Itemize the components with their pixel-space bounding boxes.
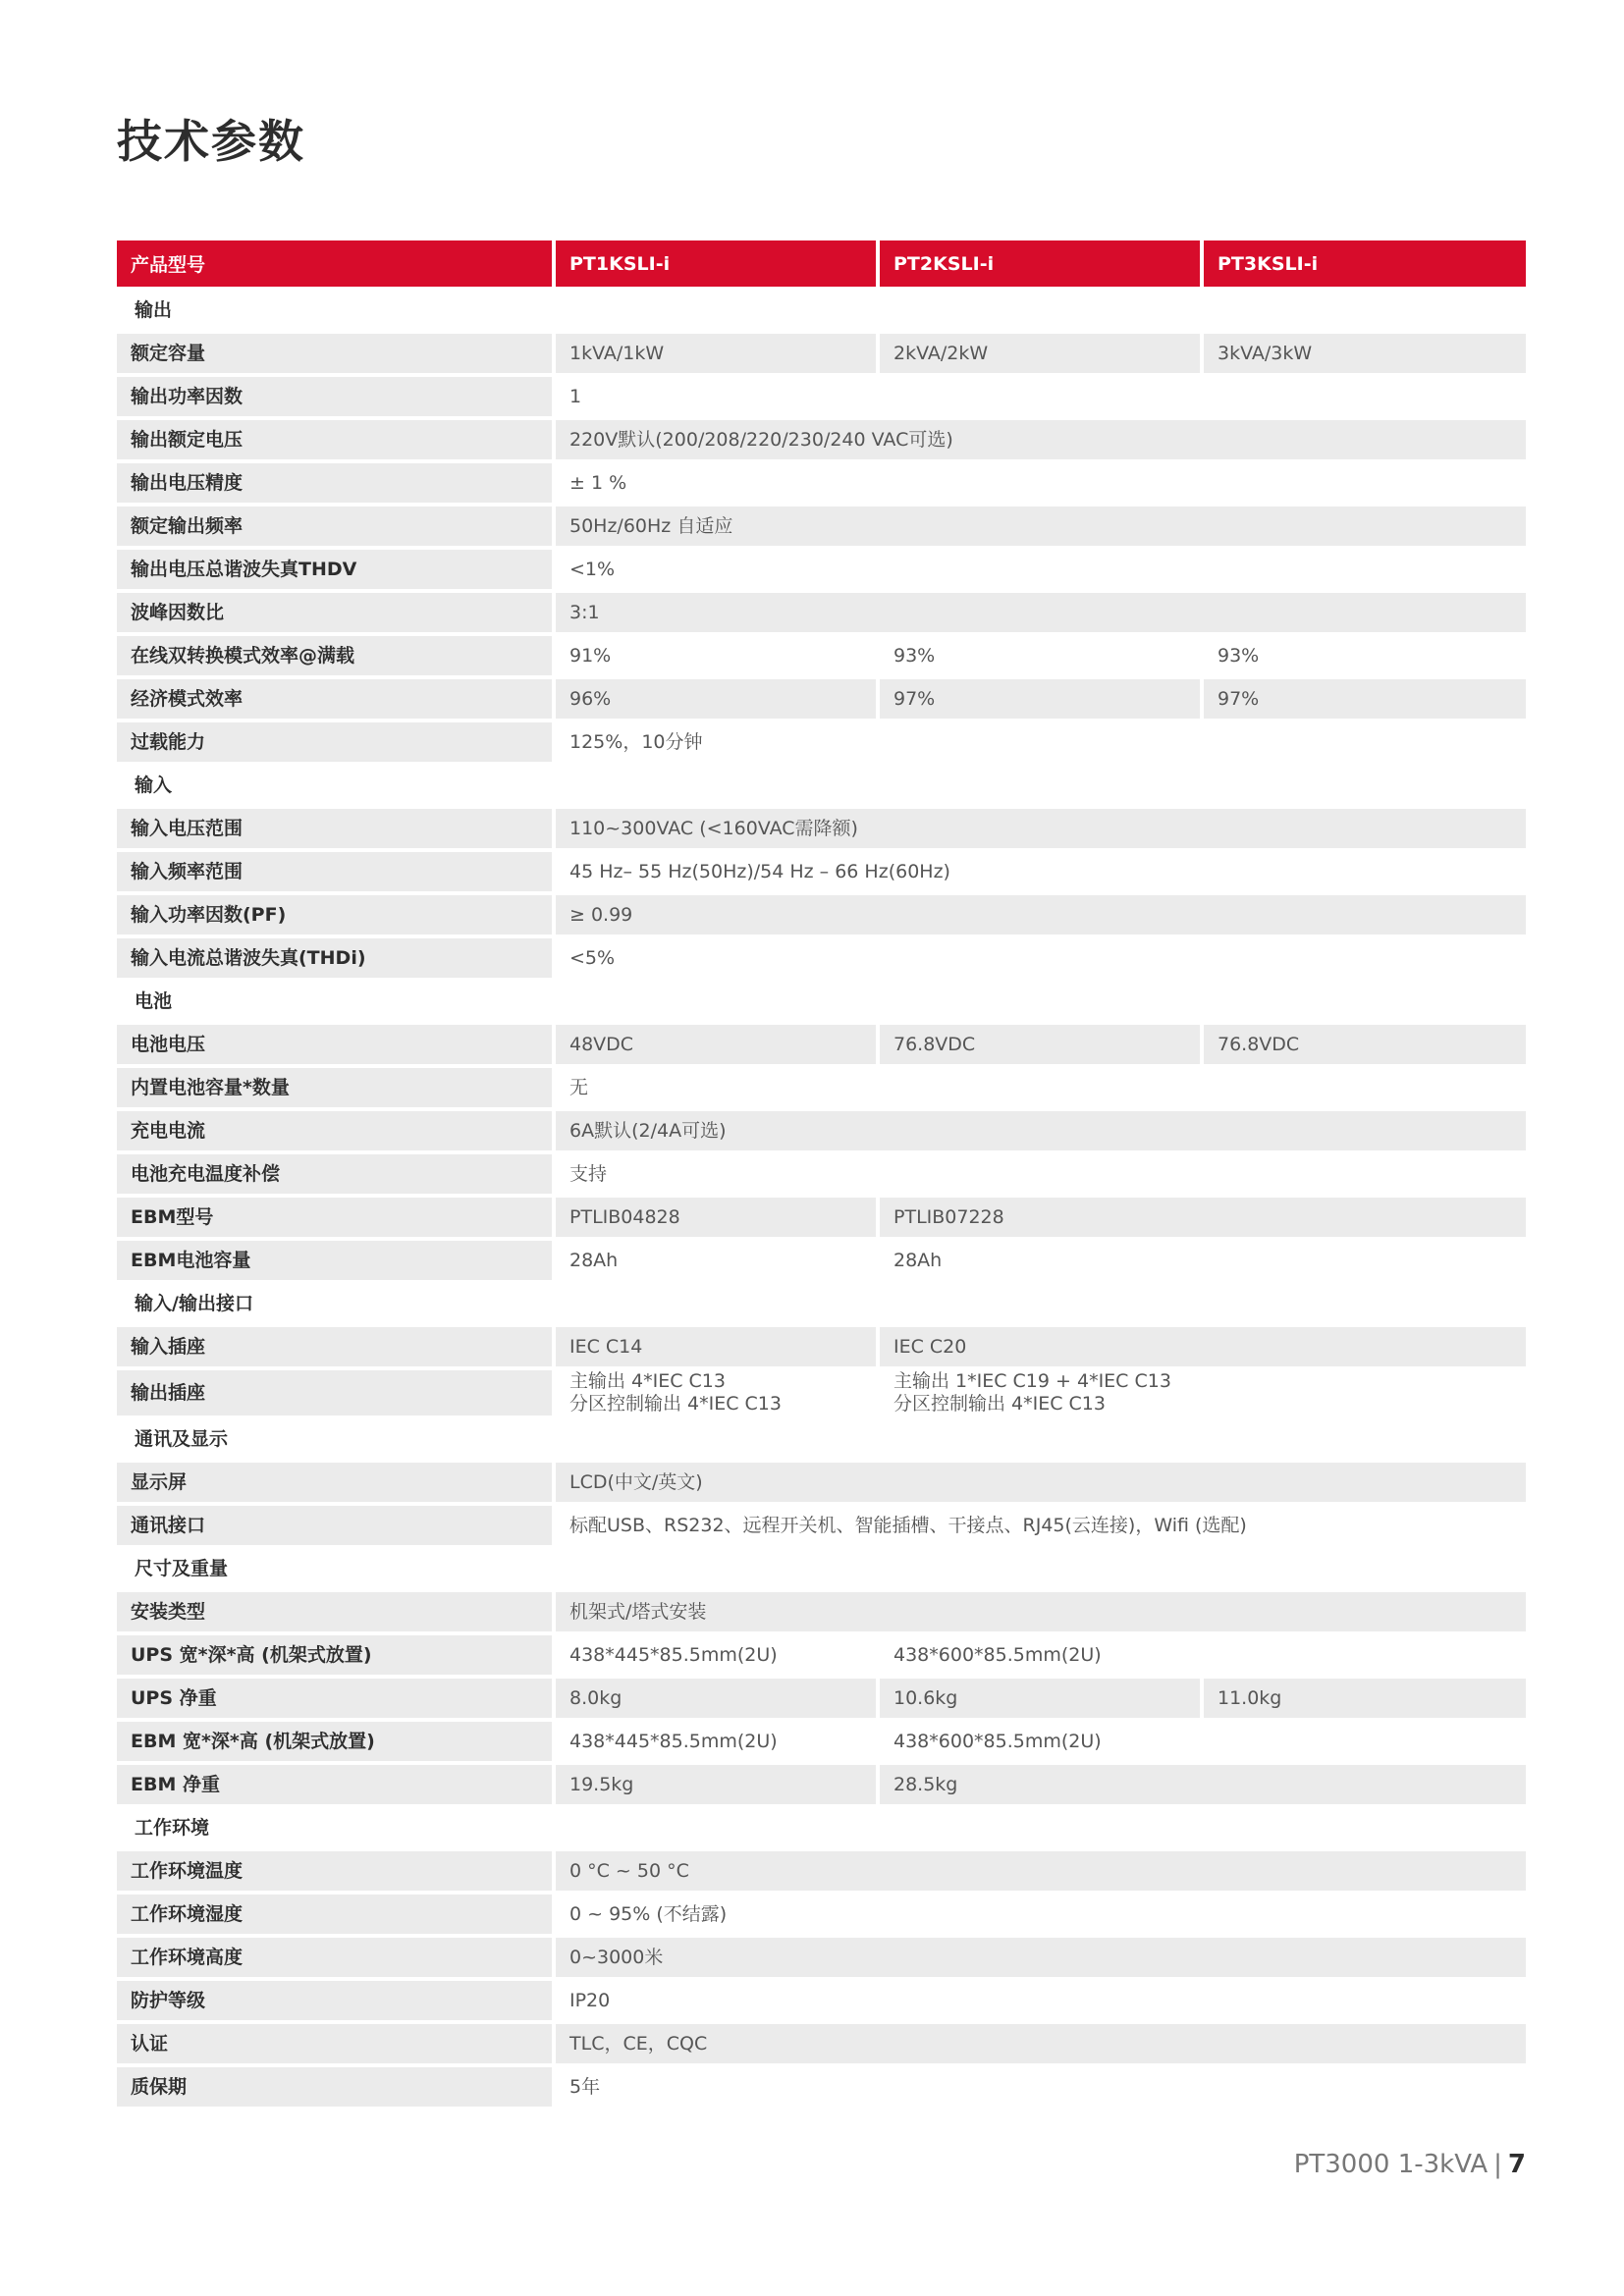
section-title: 尺寸及重量: [117, 1545, 1526, 1588]
row-label: 工作环境高度: [117, 1934, 552, 1977]
section-title: 电池: [117, 978, 1526, 1021]
row-value: 110~300VAC (<160VAC需降额): [552, 805, 1526, 848]
footer-doc-name: PT3000 1-3kVA: [1293, 2150, 1489, 2179]
table-row: [117, 1502, 1526, 1545]
row-value: 28.5kg: [876, 1761, 1526, 1804]
row-label: EBM 宽*深*高 (机架式放置): [117, 1718, 552, 1761]
section-row: [117, 1804, 1526, 1847]
row-value: 93%: [1200, 632, 1526, 675]
page-number: 7: [1507, 2150, 1526, 2179]
spec-table: [117, 240, 1526, 2107]
section-title: 输入: [117, 762, 1526, 805]
row-label: 输入功率因数(PF): [117, 891, 552, 934]
row-value: <5%: [552, 934, 1526, 978]
row-value: PTLIB07228: [876, 1194, 1526, 1237]
section-row: [117, 1545, 1526, 1588]
page-footer: [1294, 2150, 1526, 2179]
row-value: 97%: [1200, 675, 1526, 719]
row-value: 91%: [552, 632, 876, 675]
row-label: 电池电压: [117, 1021, 552, 1064]
table-header-row: [117, 240, 1526, 287]
table-row: [117, 1934, 1526, 1977]
table-row: [117, 2020, 1526, 2063]
row-value: 438*600*85.5mm(2U): [876, 1718, 1526, 1761]
table-row: [117, 934, 1526, 978]
footer-separator: |: [1493, 2150, 1502, 2179]
row-value: 3kVA/3kW: [1200, 330, 1526, 373]
section-row: [117, 287, 1526, 330]
row-value: 93%: [876, 632, 1200, 675]
row-label: 经济模式效率: [117, 675, 552, 719]
row-value: <1%: [552, 546, 1526, 589]
header-cell: PT3KSLI-i: [1200, 240, 1526, 287]
table-row: [117, 1847, 1526, 1891]
row-label: 防护等级: [117, 1977, 552, 2020]
table-row: [117, 675, 1526, 719]
section-row: [117, 1280, 1526, 1323]
row-label: 内置电池容量*数量: [117, 1064, 552, 1107]
row-label: 工作环境温度: [117, 1847, 552, 1891]
table-row: [117, 546, 1526, 589]
page-title: 技术参数: [117, 115, 305, 168]
row-value: 438*445*85.5mm(2U): [552, 1718, 876, 1761]
row-value: IEC C20: [876, 1323, 1526, 1366]
table-row: [117, 848, 1526, 891]
table-row: [117, 589, 1526, 632]
row-value: ≥ 0.99: [552, 891, 1526, 934]
row-label: EBM电池容量: [117, 1237, 552, 1280]
header-cell: PT1KSLI-i: [552, 240, 876, 287]
row-label: 充电电流: [117, 1107, 552, 1150]
row-value: 97%: [876, 675, 1200, 719]
row-label: 输出额定电压: [117, 416, 552, 459]
table-row: [117, 1366, 1526, 1415]
row-value: 10.6kg: [876, 1675, 1200, 1718]
row-value: 28Ah: [876, 1237, 1526, 1280]
row-value: 3:1: [552, 589, 1526, 632]
row-value: IP20: [552, 1977, 1526, 2020]
row-value: 11.0kg: [1200, 1675, 1526, 1718]
row-value: 主输出 4*IEC C13 分区控制输出 4*IEC C13: [552, 1366, 876, 1415]
row-label: UPS 净重: [117, 1675, 552, 1718]
table-row: [117, 632, 1526, 675]
row-label: UPS 宽*深*高 (机架式放置): [117, 1631, 552, 1675]
row-value: PTLIB04828: [552, 1194, 876, 1237]
row-value: 125%，10分钟: [552, 719, 1526, 762]
row-label: 波峰因数比: [117, 589, 552, 632]
row-value: 0 ~ 95% (不结露): [552, 1891, 1526, 1934]
row-value: 76.8VDC: [876, 1021, 1200, 1064]
table-row: [117, 1323, 1526, 1366]
table-row: [117, 1107, 1526, 1150]
table-row: [117, 1021, 1526, 1064]
row-label: 输入电压范围: [117, 805, 552, 848]
row-value: 无: [552, 1064, 1526, 1107]
row-label: 工作环境湿度: [117, 1891, 552, 1934]
section-row: [117, 1415, 1526, 1459]
table-row: [117, 805, 1526, 848]
table-row: [117, 1977, 1526, 2020]
row-label: 输入插座: [117, 1323, 552, 1366]
row-label: 输出插座: [117, 1366, 552, 1415]
row-label: 输出功率因数: [117, 373, 552, 416]
table-row: [117, 1631, 1526, 1675]
table-row: [117, 2063, 1526, 2107]
section-row: [117, 762, 1526, 805]
table-row: [117, 1064, 1526, 1107]
section-title: 输入/输出接口: [117, 1280, 1526, 1323]
row-value: 28Ah: [552, 1237, 876, 1280]
table-row: [117, 891, 1526, 934]
row-label: 输出电压精度: [117, 459, 552, 503]
table-row: [117, 1675, 1526, 1718]
row-value: TLC，CE，CQC: [552, 2020, 1526, 2063]
row-label: EBM型号: [117, 1194, 552, 1237]
table-row: [117, 503, 1526, 546]
row-value: 5年: [552, 2063, 1526, 2107]
row-label: 输出电压总谐波失真THDV: [117, 546, 552, 589]
row-label: 额定容量: [117, 330, 552, 373]
table-row: [117, 459, 1526, 503]
section-title: 工作环境: [117, 1804, 1526, 1847]
row-label: 输入频率范围: [117, 848, 552, 891]
section-title: 输出: [117, 287, 1526, 330]
table-row: [117, 1891, 1526, 1934]
row-value: 机架式/塔式安装: [552, 1588, 1526, 1631]
row-label: 额定输出频率: [117, 503, 552, 546]
table-row: [117, 1194, 1526, 1237]
row-value: IEC C14: [552, 1323, 876, 1366]
section-row: [117, 978, 1526, 1021]
row-value: ± 1 %: [552, 459, 1526, 503]
table-row: [117, 1150, 1526, 1194]
row-value: 48VDC: [552, 1021, 876, 1064]
row-label: 通讯接口: [117, 1502, 552, 1545]
row-value: 19.5kg: [552, 1761, 876, 1804]
row-label: 认证: [117, 2020, 552, 2063]
row-label: 安装类型: [117, 1588, 552, 1631]
row-value: 支持: [552, 1150, 1526, 1194]
row-value: 6A默认(2/4A可选): [552, 1107, 1526, 1150]
row-label: 显示屏: [117, 1459, 552, 1502]
row-value: 1kVA/1kW: [552, 330, 876, 373]
table-row: [117, 1588, 1526, 1631]
row-value: 1: [552, 373, 1526, 416]
row-value: 2kVA/2kW: [876, 330, 1200, 373]
row-value: 标配USB、RS232、远程开关机、智能插槽、干接点、RJ45(云连接)，Wifi (选配): [552, 1502, 1526, 1545]
row-value: 0 °C ~ 50 °C: [552, 1847, 1526, 1891]
table-row: [117, 719, 1526, 762]
row-value: 主输出 1*IEC C19 + 4*IEC C13 分区控制输出 4*IEC C13: [876, 1366, 1526, 1415]
row-label: 在线双转换模式效率@满载: [117, 632, 552, 675]
header-cell: PT2KSLI-i: [876, 240, 1200, 287]
row-value: 0~3000米: [552, 1934, 1526, 1977]
table-row: [117, 373, 1526, 416]
table-row: [117, 1718, 1526, 1761]
row-label: 过载能力: [117, 719, 552, 762]
table-row: [117, 1761, 1526, 1804]
row-value: 438*445*85.5mm(2U): [552, 1631, 876, 1675]
row-label: 输入电流总谐波失真(THDi): [117, 934, 552, 978]
row-label: EBM 净重: [117, 1761, 552, 1804]
table-row: [117, 1237, 1526, 1280]
row-value: 96%: [552, 675, 876, 719]
row-value: 76.8VDC: [1200, 1021, 1526, 1064]
row-value: LCD(中文/英文): [552, 1459, 1526, 1502]
row-value: 8.0kg: [552, 1675, 876, 1718]
table-row: [117, 1459, 1526, 1502]
header-cell: 产品型号: [117, 240, 552, 287]
row-label: 电池充电温度补偿: [117, 1150, 552, 1194]
row-value: 220V默认(200/208/220/230/240 VAC可选): [552, 416, 1526, 459]
row-value: 45 Hz– 55 Hz(50Hz)/54 Hz – 66 Hz(60Hz): [552, 848, 1526, 891]
table-row: [117, 330, 1526, 373]
row-value: 438*600*85.5mm(2U): [876, 1631, 1526, 1675]
row-value: 50Hz/60Hz 自适应: [552, 503, 1526, 546]
section-title: 通讯及显示: [117, 1415, 1526, 1459]
table-row: [117, 416, 1526, 459]
row-label: 质保期: [117, 2063, 552, 2107]
